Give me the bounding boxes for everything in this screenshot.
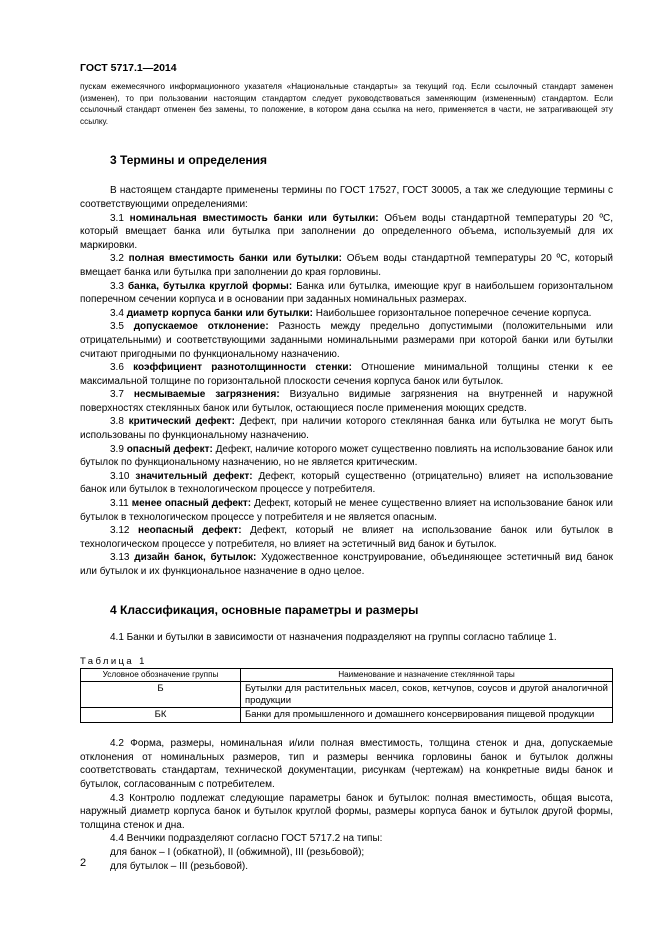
term-name: несмываемые загрязнения: [133, 389, 280, 401]
term-name: банка, бутылка круглой формы: [127, 280, 293, 292]
term-text: Дефект, при наличии которого стеклянная банка или бутылка не могут быть использованы по функциональному назначению. [80, 416, 613, 442]
term-definition [80, 361, 613, 388]
term-text: Художественное конструирование, объединяющее эстетичный вид банок или бутылок и их функциональное назначение в одно целое. [80, 552, 613, 577]
term-number: 3.1 [110, 212, 124, 224]
term-number: 3.12 [110, 525, 130, 537]
term-number: 3.2 [110, 253, 124, 265]
paragraph-4-4: 4.4 Венчики подразделяют согласно ГОСТ 5717.2 на типы: [110, 833, 383, 845]
term-definition [80, 551, 613, 578]
term-number: 3.9 [110, 443, 124, 455]
table-cell-code: Б [81, 682, 241, 708]
term-definition [80, 320, 613, 361]
section-3-lead: В настоящем стандарте применены термины по ГОСТ 17527, ГОСТ 30005, а так же следующие термины с соответствующими определениями: [80, 185, 613, 210]
term-number: 3.6 [110, 362, 124, 374]
term-name: опасный дефект: [126, 443, 213, 455]
paragraph-4-1: 4.1 Банки и бутылки в зависимости от назначения подразделяют на группы согласно таблице 1. [110, 631, 557, 643]
term-definition [80, 470, 613, 497]
term-definition [80, 307, 613, 321]
section-3-title: 3 Термины и определения [110, 153, 268, 168]
term-number: 3.5 [110, 321, 124, 333]
page-number: 2 [80, 857, 87, 869]
term-definition [80, 443, 613, 470]
table-caption: Таблица 1 [80, 656, 147, 668]
term-name: менее опасный дефект: [131, 498, 252, 510]
term-name: неопасный дефект: [138, 525, 242, 537]
term-definition [80, 524, 613, 551]
term-text: Наибольшее горизонтальное поперечное сечение корпуса. [315, 307, 592, 319]
intro-paragraph: пускам ежемесячного информационного указателя «Национальные стандарты» за текущий год. Если ссылочный стандарт заменен (изменен), то при пользовании настоящим стандартом следует руководствоваться заменяющим (измененным) стандартом. Если ссылочный стандарт отменен без замены, то положение, в котором дана ссылка на него, применяется в части, не затрагивающей эту ссылку. [80, 82, 613, 126]
term-name: критический дефект: [128, 416, 235, 428]
term-name: номинальная вместимость банки или бутылки: [129, 212, 379, 224]
table-header-code: Условное обозначение группы [81, 669, 241, 682]
term-definition [80, 415, 613, 442]
paragraph-4-4-bottles: для бутылок – III (резьбовой). [110, 860, 249, 872]
term-name: значительный дефект: [135, 470, 253, 482]
term-text: Разность между предельно допустимыми (положительными или отрицательными) и соответствующими заданными номинальными размерами при которой банки или бутылки считают пригодными по функциональному назначению. [80, 321, 613, 360]
term-name: дизайн банок, бутылок: [134, 552, 257, 564]
table-row [81, 682, 613, 708]
table-header-name: Наименование и назначение стеклянной тары [241, 669, 613, 682]
paragraph-4-2: 4.2 Форма, размеры, номинальная и/или полная вместимость, толщина стенок и дна, допускаемые отклонения от номинальных размеров, тип и размеры венчика горловины банок и бутылок должны соответствовать стандартам, технической документации, рисункам (чертежам) на конкретные виды банок и бутылок, согласованным с потребителем. [80, 738, 613, 790]
term-text: Объем воды стандартной температуры 20 ºС, который вмещает банка или бутылка при заполнении до края горловины. [80, 253, 614, 278]
term-text: Отношение минимальной толщины стенки к ее максимальной толщине по горизонтальной плоскости сечения корпуса банок или бутылок. [80, 362, 613, 387]
classification-table [80, 668, 613, 723]
page-content [80, 81, 613, 873]
term-text: Дефект, наличие которого может существенно повлиять на использование банок или бутылок по функциональному назначению, но не является критическим. [80, 443, 613, 469]
term-definition [80, 212, 613, 253]
term-text: Банка или бутылка, имеющие круг в наибольшем горизонтальном поперечном сечении корпуса и в основании при заданных номинальных размерах. [80, 280, 614, 306]
term-text: Визуально видимые загрязнения на внутренней и наружной поверхностях стеклянных банок или бутылок, остающиеся после применения моющих средств. [80, 389, 614, 414]
term-number: 3.13 [110, 552, 130, 564]
term-definition [80, 252, 613, 279]
table-cell-desc: Банки для промышленного и домашнего консервирования пищевой продукции [241, 708, 613, 723]
terms-list [80, 212, 613, 579]
term-text: Дефект, который существенно (отрицательно) влияет на использование банок или бутылок в технологическом процессе у потребителя. [80, 470, 613, 496]
term-name: диаметр корпуса банки или бутылки: [126, 307, 313, 319]
table-cell-code: БК [81, 708, 241, 723]
term-text: Объем воды стандартной температуры 20 ºС, который вмещает банка или бутылка при заполнении до определенного объема, используемый для их маркировки. [80, 212, 613, 251]
term-number: 3.10 [110, 470, 130, 482]
paragraph-4-4-banks: для банок – I (обкатной), II (обжимной), III (резьбовой); [110, 846, 365, 858]
term-name: коэффициент разнотолщинности стенки: [133, 362, 352, 374]
term-number: 3.3 [110, 280, 124, 292]
term-definition [80, 497, 613, 524]
term-number: 3.7 [110, 389, 124, 401]
term-text: Дефект, который не менее существенно влияет на использование банок или бутылок в технологическом процессе у потребителя и не является опасным. [80, 498, 614, 523]
document-header: ГОСТ 5717.1—2014 [80, 62, 177, 74]
term-text: Дефект, который не влияет на использование банок или бутылок в технологическом процессе у потребителя, но влияет на эстетичный вид банок и бутылок. [80, 525, 614, 550]
term-number: 3.11 [110, 498, 129, 510]
section-4-title: 4 Классификация, основные параметры и размеры [110, 602, 419, 617]
term-number: 3.4 [110, 307, 124, 319]
table-row [81, 708, 613, 723]
term-name: полная вместимость банки или бутылки: [128, 253, 343, 265]
term-definition [80, 280, 613, 307]
table-cell-desc: Бутылки для растительных масел, соков, кетчупов, соусов и другой аналогичной продукции [241, 682, 613, 708]
term-definition [80, 388, 613, 415]
paragraph-4-3: 4.3 Контролю подлежат следующие параметры банок и бутылок: полная вместимость, общая высота, наружный диаметр корпуса банок и бутылок круглой формы, размеры корпуса банок и бутылок другой формы, толщина стенок и дна. [80, 792, 613, 831]
term-number: 3.8 [110, 416, 124, 428]
term-name: допускаемое отклонение: [133, 321, 269, 333]
